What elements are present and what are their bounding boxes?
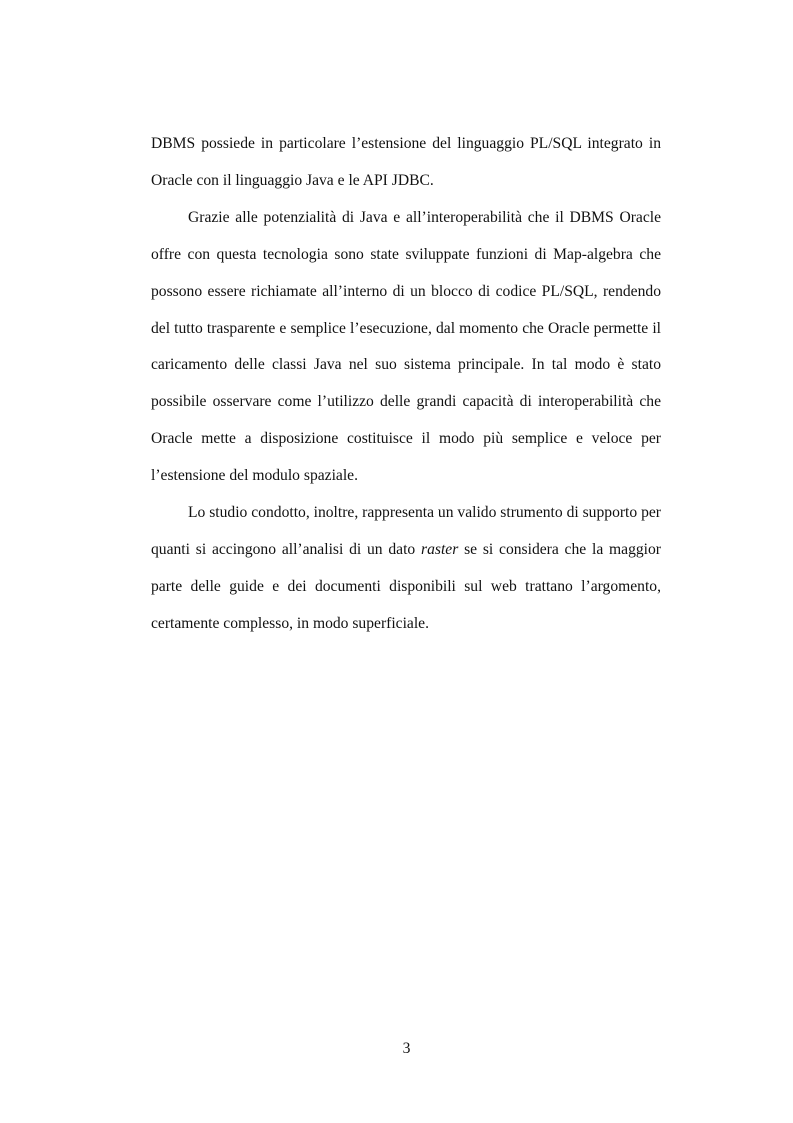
paragraph-study-support	[151, 495, 661, 643]
paragraph-study-text-after: se si considera che la maggior parte delle guide e dei documenti disponibili sul web trattano l’argomento, certamente complesso, in modo superficiale.	[151, 540, 661, 632]
paragraph-study-text-before: Lo studio condotto, inoltre, rappresenta un valido strumento di supporto per quanti si accingono all’analisi di un dato	[151, 504, 661, 558]
page-body	[151, 126, 661, 643]
paragraph-dbms-extension: DBMS possiede in particolare l’estensione del linguaggio PL/SQL integrato in Oracle con il linguaggio Java e le API JDBC.	[151, 135, 661, 189]
page-number: 3	[402, 1040, 411, 1057]
paragraph-java-interoperability: Grazie alle potenzialità di Java e all’interoperabilità che il DBMS Oracle offre con questa tecnologia sono state sviluppate funzioni di Map-algebra che possono essere richiamate all’interno di un blocco di codice PL/SQL, rendendo del tutto trasparente e semplice l’esecuzione, dal momento che Oracle permette il caricamento delle classi Java nel suo sistema principale. In tal modo è stato possibile osservare come l’utilizzo delle grandi capacità di interoperabilità che Oracle mette a disposizione costituisce il modo più semplice e veloce per l’estensione del modulo spaziale.	[151, 208, 661, 485]
raster-emphasis: raster	[421, 540, 459, 558]
